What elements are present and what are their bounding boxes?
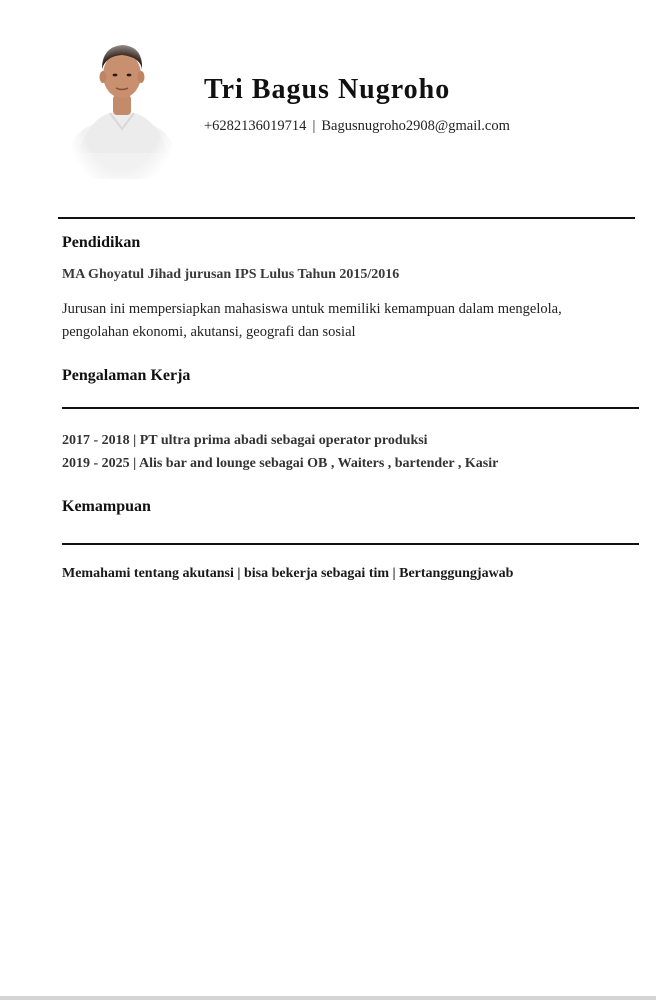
experience-item-1: 2017 - 2018 | PT ultra prima abadi sebagai operator produksi bbox=[62, 433, 428, 448]
profile-photo bbox=[70, 33, 174, 179]
skills-text: Memahami tentang akutansi | bisa bekerja sebagai tim | Bertanggungjawab bbox=[62, 566, 514, 581]
skills-heading: Kemampuan bbox=[62, 498, 151, 515]
phone-number: +6282136019714 bbox=[204, 118, 307, 134]
education-heading: Pendidikan bbox=[62, 234, 141, 251]
education-description: Jurusan ini mempersiapkan mahasiswa untuk memiliki kemampuan dalam mengelola, pengolahan ekonomi, akutansi, geografi dan sosial bbox=[62, 301, 562, 340]
page-edge bbox=[0, 996, 656, 1000]
experience-item-2: 2019 - 2025 | Alis bar and lounge sebagai OB , Waiters , bartender , Kasir bbox=[62, 456, 499, 471]
education-school: MA Ghoyatul Jihad jurusan IPS Lulus Tahun 2015/2016 bbox=[62, 267, 400, 282]
header-divider bbox=[58, 217, 635, 219]
contact-separator: | bbox=[312, 118, 316, 134]
experience-heading: Pengalaman Kerja bbox=[62, 367, 191, 384]
experience-divider bbox=[62, 407, 639, 409]
candidate-name: Tri Bagus Nugroho bbox=[204, 74, 451, 105]
contact-line bbox=[204, 118, 510, 135]
email-address: Bagusnugroho2908@gmail.com bbox=[321, 118, 510, 134]
skills-divider bbox=[62, 543, 639, 545]
